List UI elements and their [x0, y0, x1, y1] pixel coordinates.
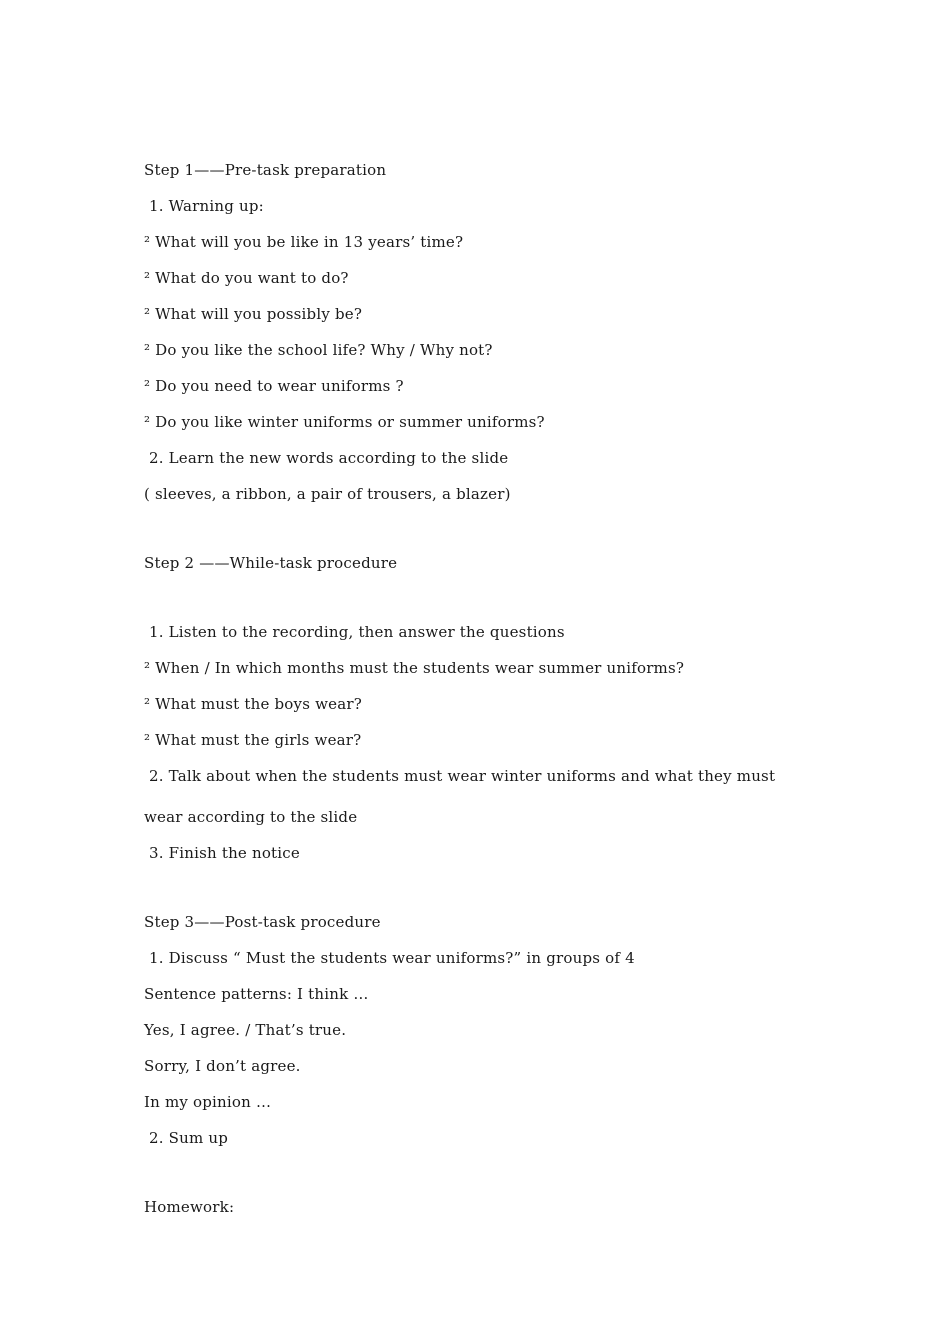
- question-line: ² Do you like winter uniforms or summer uniforms?: [144, 413, 545, 431]
- vocabulary-line: ( sleeves, a ribbon, a pair of trousers, a blazer): [144, 485, 511, 503]
- question-line: ² Do you need to wear uniforms ?: [144, 377, 404, 395]
- sentence-pattern-line: Sorry, I don’t agree.: [144, 1057, 301, 1075]
- question-line: ² When / In which months must the students wear summer uniforms?: [144, 659, 685, 677]
- step3-heading: Step 3——Post-task procedure: [144, 913, 381, 931]
- step2-heading: Step 2 ——While-task procedure: [144, 554, 398, 572]
- question-line: ² What must the girls wear?: [144, 731, 362, 749]
- talk-item-continued: wear according to the slide: [144, 808, 358, 826]
- warming-up-item: 1. Warning up:: [144, 197, 264, 215]
- question-line: ² What will you possibly be?: [144, 305, 363, 323]
- question-line: ² What do you want to do?: [144, 269, 349, 287]
- notice-item: 3. Finish the notice: [144, 844, 300, 862]
- question-line: ² What must the boys wear?: [144, 695, 362, 713]
- sentence-pattern-line: Yes, I agree. / That’s true.: [144, 1021, 347, 1039]
- step1-heading: Step 1——Pre-task preparation: [144, 161, 387, 179]
- homework-heading: Homework:: [144, 1198, 235, 1216]
- sentence-pattern-line: Sentence patterns: I think …: [144, 985, 369, 1003]
- listen-item: 1. Listen to the recording, then answer the questions: [144, 623, 565, 641]
- discuss-item: 1. Discuss “ Must the students wear uniforms?” in groups of 4: [144, 949, 635, 967]
- sentence-pattern-line: In my opinion …: [144, 1093, 272, 1111]
- talk-item: 2. Talk about when the students must wear winter uniforms and what they must: [144, 767, 776, 785]
- question-line: ² What will you be like in 13 years’ time?: [144, 233, 464, 251]
- sum-up-item: 2. Sum up: [144, 1129, 229, 1147]
- question-line: ² Do you like the school life? Why / Why not?: [144, 341, 493, 359]
- learn-words-item: 2. Learn the new words according to the slide: [144, 449, 509, 467]
